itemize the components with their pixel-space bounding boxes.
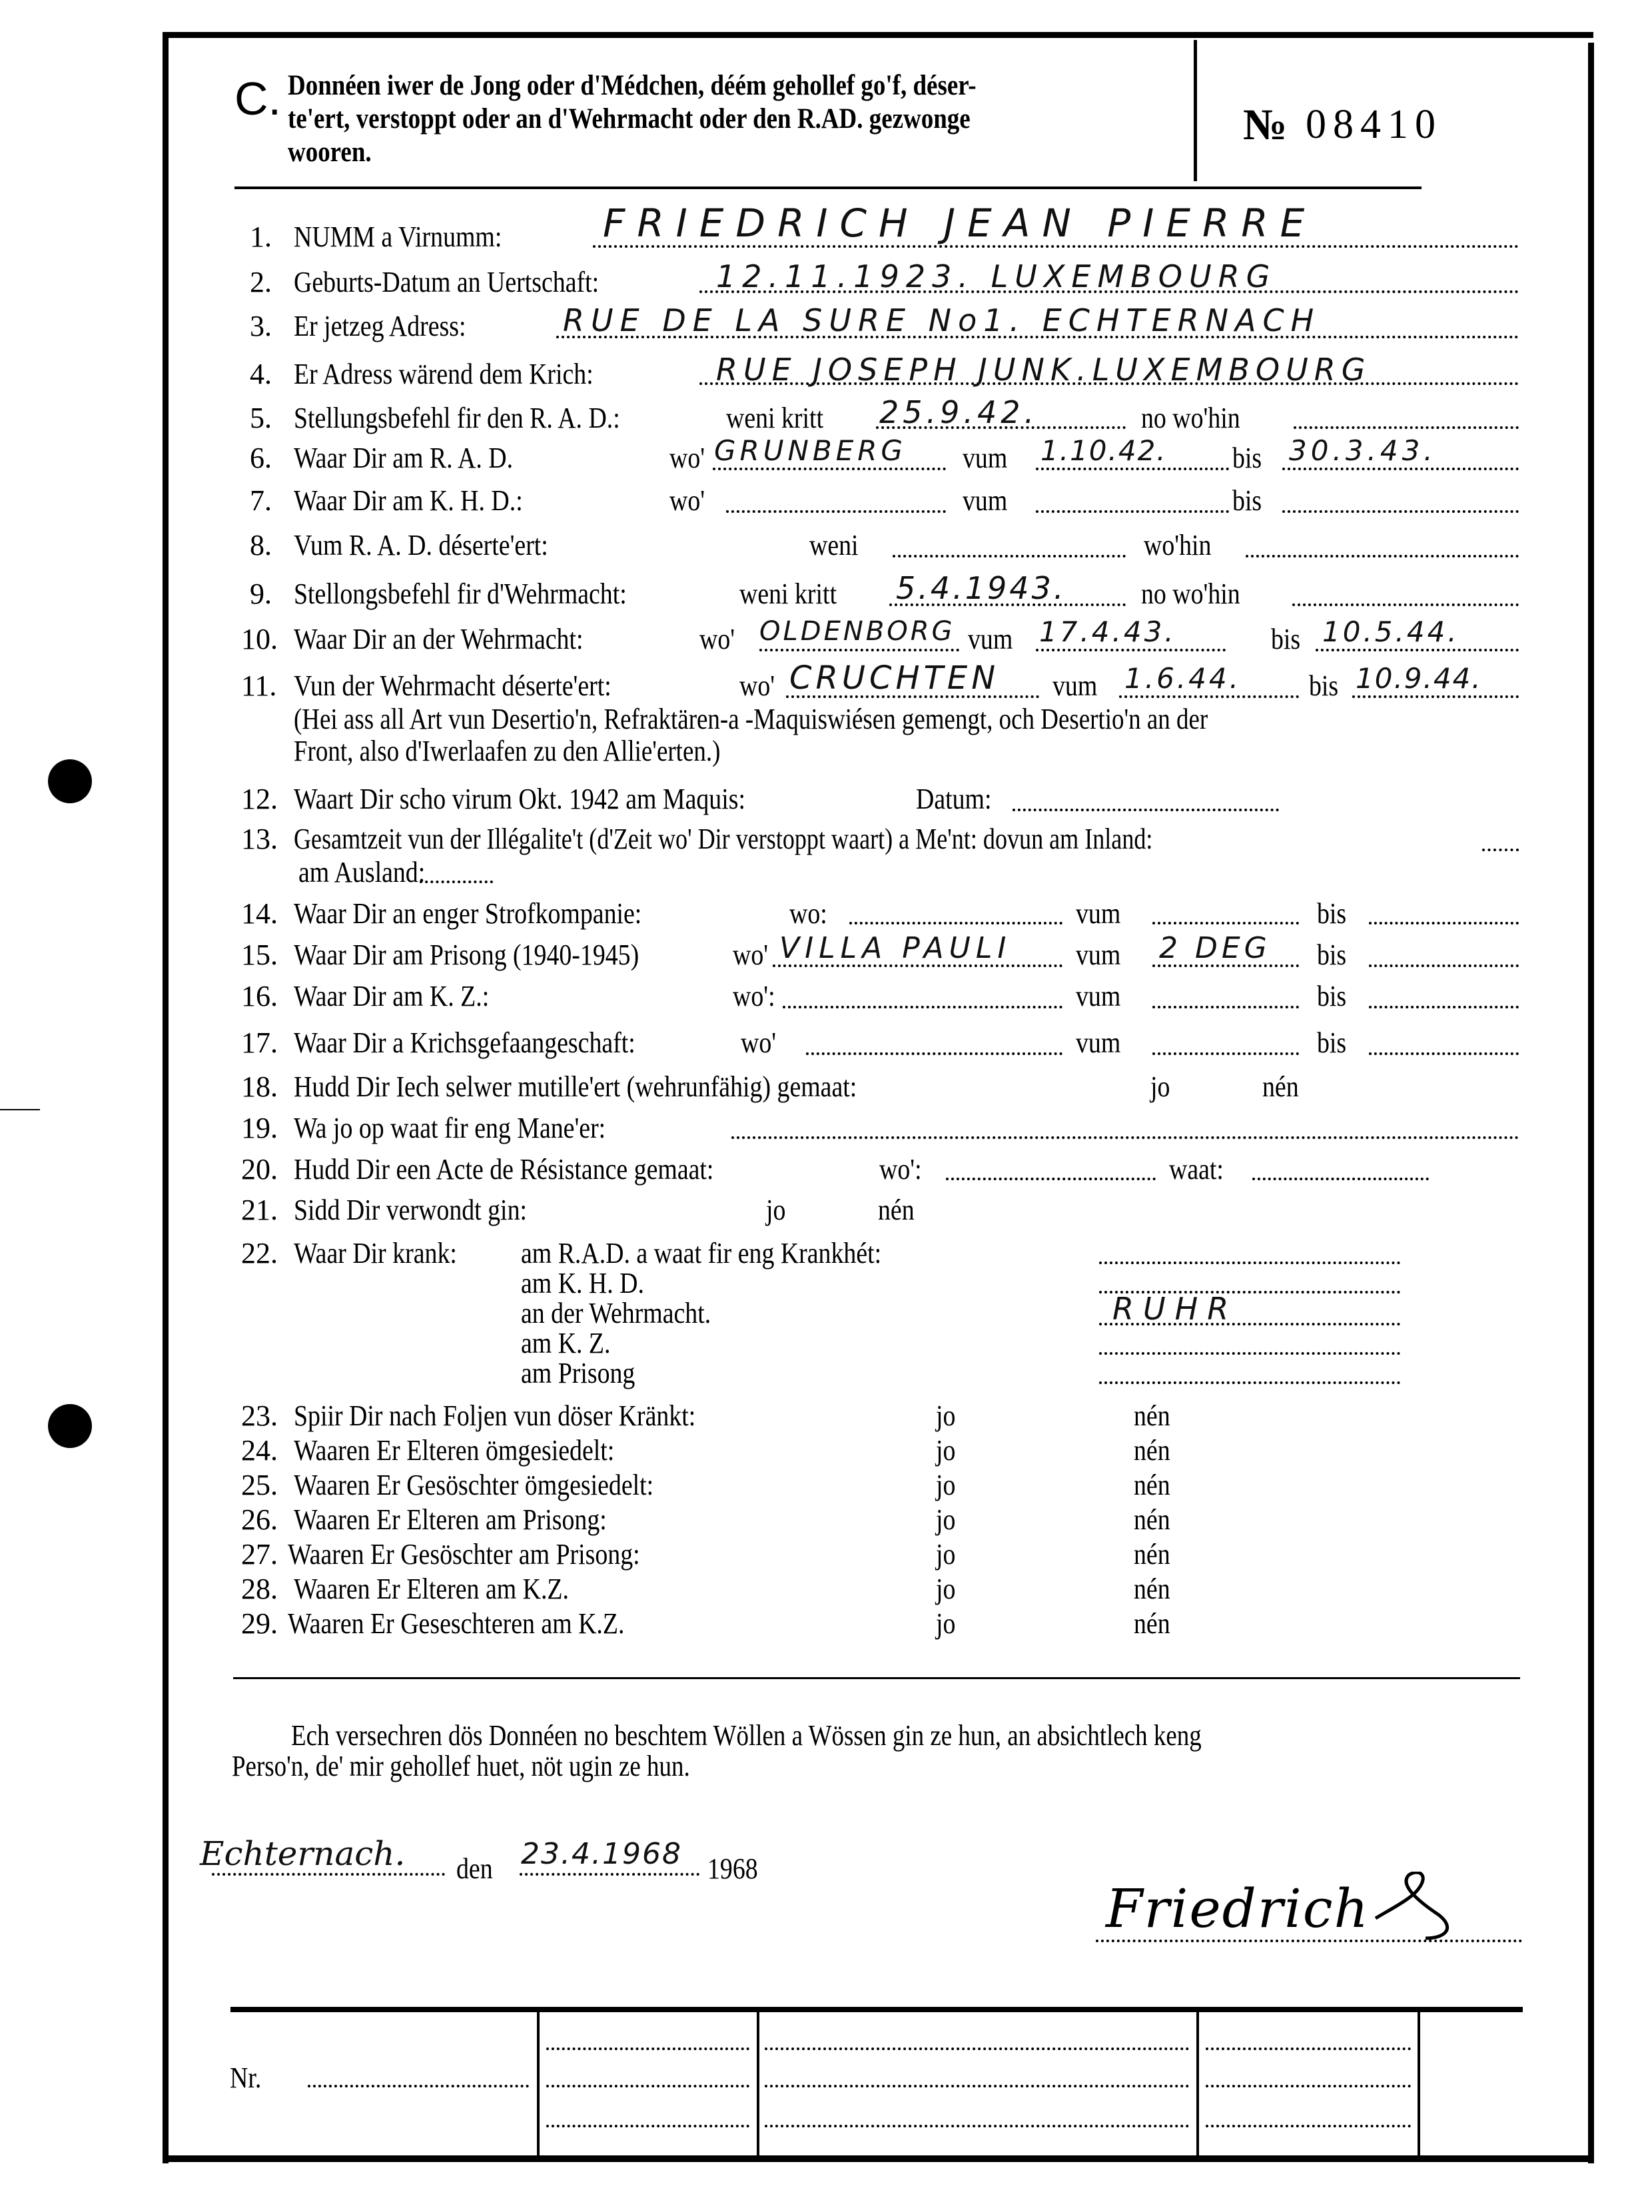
field-20-label: Hudd Dir een Acte de Résistance gemaat: — [294, 1153, 714, 1186]
field-26-number: 26. — [241, 1503, 278, 1536]
field-16-to-label: bis — [1317, 980, 1347, 1012]
field-18-no-option[interactable]: nén — [1262, 1070, 1299, 1103]
field-22-sub-rad-label: am R.A.D. a waat fir eng Krankhét: — [521, 1237, 882, 1270]
field-11-note-line-1: (Hei ass all Art vun Desertio'n, Refraktären-a -Maquiswiésen gemengt, och Desertio'n an der — [294, 703, 1208, 735]
field-12-number: 12. — [241, 783, 278, 815]
field-5-where-label: no wo'hin — [1141, 402, 1240, 434]
field-27-no-option[interactable]: nén — [1134, 1538, 1170, 1571]
field-22-sub-khd-label: am K. H. D. — [521, 1267, 644, 1299]
field-6-label: Waar Dir am R. A. D. — [294, 442, 514, 474]
field-11-number: 11. — [241, 669, 277, 702]
field-24-yes-option[interactable]: jo — [936, 1434, 956, 1467]
field-10-from-value[interactable]: 17.4.43. — [1039, 615, 1176, 648]
signing-date-line — [520, 1873, 699, 1876]
field-22-sub-rad-line[interactable] — [1099, 1262, 1400, 1264]
field-10-where-line — [759, 649, 959, 651]
field-20-where-label: wo': — [879, 1153, 922, 1186]
field-10-to-line — [1316, 649, 1519, 651]
field-16-to-line[interactable] — [1369, 1006, 1519, 1008]
section-divider-rule — [233, 1677, 1520, 1679]
footer-entry-line[interactable] — [1206, 2047, 1411, 2050]
frame-left — [163, 32, 169, 2163]
signing-year-printed: 1968 — [707, 1852, 758, 1885]
footer-entry-line[interactable] — [546, 2085, 749, 2087]
footer-entry-line[interactable] — [765, 2085, 1189, 2087]
fold-mark — [0, 1109, 40, 1110]
field-16-from-label: vum — [1076, 980, 1121, 1012]
field-15-from-value[interactable]: 2 DEG — [1159, 931, 1271, 965]
field-8-when-label: weni — [809, 529, 859, 561]
field-24-number: 24. — [241, 1434, 278, 1467]
field-11-label: Vun der Wehrmacht déserte'ert: — [294, 669, 612, 702]
field-9-where-line[interactable] — [1292, 603, 1519, 606]
field-2-number: 2. — [250, 266, 272, 298]
footer-table-top-rule — [230, 2007, 1523, 2012]
field-15-to-label: bis — [1317, 938, 1347, 971]
field-7-where-label: wo' — [669, 484, 705, 517]
field-7-from-line[interactable] — [1036, 510, 1229, 513]
field-19-number: 19. — [241, 1112, 278, 1144]
field-14-where-label: wo: — [789, 897, 827, 930]
field-18-yes-option[interactable]: jo — [1150, 1070, 1170, 1103]
field-5-label: Stellungsbefehl fir den R. A. D.: — [294, 402, 620, 434]
field-17-to-label: bis — [1317, 1026, 1347, 1059]
field-1-value[interactable]: FRIEDRICH JEAN PIERRE — [603, 200, 1317, 246]
field-17-to-line[interactable] — [1369, 1052, 1519, 1055]
field-27-number: 27. — [241, 1538, 278, 1571]
field-23-number: 23. — [241, 1399, 278, 1432]
field-28-yes-option[interactable]: jo — [936, 1573, 956, 1605]
field-13-label: Gesamtzeit vun der Illégalite't (d'Zeit wo' Dir verstoppt waart) a Me'nt: dovun am Inland: — [294, 823, 1153, 855]
field-13-abroad-line[interactable] — [420, 881, 493, 883]
field-8-number: 8. — [250, 529, 272, 561]
field-16-where-label: wo': — [733, 980, 775, 1012]
field-7-from-label: vum — [963, 484, 1008, 517]
field-20-what-line[interactable] — [1252, 1178, 1429, 1180]
footer-entry-line[interactable] — [546, 2125, 749, 2127]
field-25-label: Waaren Er Gesöschter ömgesiedelt: — [294, 1469, 654, 1501]
frame-top — [163, 32, 1593, 38]
field-8-where-label: wo'hin — [1144, 529, 1212, 561]
field-23-no-option[interactable]: nén — [1134, 1399, 1170, 1432]
field-15-to-line[interactable] — [1369, 964, 1519, 967]
field-14-to-line[interactable] — [1369, 922, 1519, 924]
field-6-where-label: wo' — [669, 442, 705, 474]
field-3-number: 3. — [250, 310, 272, 342]
field-6-to-value[interactable]: 30.3.43. — [1289, 434, 1437, 467]
field-14-number: 14. — [241, 897, 278, 930]
field-6-where-value[interactable]: GRUNBERG — [714, 434, 907, 467]
field-4-value[interactable]: RUE JOSEPH JUNK.LUXEMBOURG — [716, 352, 1372, 388]
field-10-where-value[interactable]: OLDENBORG — [759, 616, 955, 647]
field-7-where-line[interactable] — [726, 510, 946, 513]
declaration-line-2: Perso'n, de' mir gehollef huet, nöt ugin ze hun. — [232, 1750, 690, 1782]
field-25-number: 25. — [241, 1469, 278, 1501]
field-29-yes-option[interactable]: jo — [936, 1607, 956, 1640]
field-10-number: 10. — [241, 623, 278, 655]
field-27-yes-option[interactable]: jo — [936, 1538, 956, 1571]
signature-flourish-graphic — [1372, 1872, 1459, 1945]
field-11-where-label: wo' — [739, 669, 775, 702]
field-13-inland-line[interactable] — [1482, 849, 1519, 851]
field-29-no-option[interactable]: nén — [1134, 1607, 1170, 1640]
field-7-to-label: bis — [1232, 484, 1262, 517]
field-17-label: Waar Dir a Krichsgefaangeschaft: — [294, 1026, 635, 1059]
field-7-label: Waar Dir am K. H. D.: — [294, 484, 523, 517]
field-13-abroad-label: am Ausland: — [298, 856, 426, 889]
punch-hole-top — [48, 759, 92, 803]
field-29-number: 29. — [241, 1607, 278, 1640]
header-title-line-2: te'ert, verstoppt oder an d'Wehrmacht oder den R.AD. gezwonge — [288, 103, 971, 135]
field-11-to-line — [1352, 695, 1519, 698]
field-28-number: 28. — [241, 1573, 278, 1605]
field-6-from-line — [1036, 468, 1229, 470]
field-16-where-line[interactable] — [783, 1006, 1062, 1008]
field-17-where-label: wo' — [741, 1026, 777, 1059]
field-10-where-label: wo' — [699, 623, 735, 655]
footer-col-divider-4 — [1418, 2012, 1420, 2158]
field-1-number: 1. — [250, 220, 272, 253]
signing-date-value[interactable]: 23.4.1968 — [521, 1837, 682, 1871]
field-15-where-value[interactable]: VILLA PAULI — [779, 931, 1012, 965]
field-17-number: 17. — [241, 1026, 278, 1059]
field-9-number: 9. — [250, 577, 272, 610]
signing-place-value[interactable]: Echternach. — [200, 1834, 406, 1873]
field-23-label: Spiir Dir nach Foljen vun döser Kränkt: — [294, 1399, 696, 1432]
field-5-when-value[interactable]: 25.9.42. — [879, 394, 1038, 430]
field-25-yes-option[interactable]: jo — [936, 1469, 956, 1501]
field-10-from-label: vum — [968, 623, 1013, 655]
field-27-label: Waaren Er Gesöschter am Prisong: — [288, 1538, 640, 1571]
field-8-where-line[interactable] — [1246, 555, 1519, 557]
field-4-label: Er Adress wärend dem Krich: — [294, 358, 594, 390]
field-14-where-line[interactable] — [849, 922, 1062, 924]
header-divider-vertical — [1194, 40, 1197, 181]
field-20-what-label: waat: — [1169, 1153, 1224, 1186]
field-6-where-line — [713, 468, 946, 470]
field-18-label: Hudd Dir Iech selwer mutille'ert (wehrunfähig) gemaat: — [294, 1070, 857, 1103]
field-5-where-line[interactable] — [1294, 426, 1519, 429]
field-22-number: 22. — [241, 1237, 278, 1270]
field-11-where-value[interactable]: CRUCHTEN — [789, 659, 1000, 697]
field-14-from-label: vum — [1076, 897, 1121, 930]
footer-entry-line[interactable] — [546, 2047, 749, 2050]
field-9-label: Stellongsbefehl fir d'Wehrmacht: — [294, 577, 627, 610]
footer-col-divider-1 — [537, 2012, 540, 2158]
field-17-from-line[interactable] — [1152, 1052, 1299, 1055]
field-10-to-value[interactable]: 10.5.44. — [1322, 615, 1459, 648]
field-19-line[interactable] — [731, 1136, 1519, 1139]
field-9-where-label: no wo'hin — [1141, 577, 1240, 610]
field-14-to-label: bis — [1317, 897, 1347, 930]
signing-place-line — [212, 1873, 445, 1876]
footer-nr-label: Nr. — [230, 2061, 262, 2094]
field-11-note-line-2: Front, also d'Iwerlaafen zu den Allie'erten.) — [294, 735, 721, 767]
field-15-number: 15. — [241, 938, 278, 971]
field-3-value[interactable]: RUE DE LA SURE No1. ECHTERNACH — [563, 302, 1321, 338]
form-number: 08410 — [1306, 102, 1442, 147]
field-22-sub-wehrmacht-value[interactable]: RUHR — [1112, 1291, 1238, 1327]
field-7-number: 7. — [250, 484, 272, 517]
field-22-label: Waar Dir krank: — [294, 1237, 457, 1270]
field-16-label: Waar Dir am K. Z.: — [294, 980, 490, 1012]
field-22-sub-kz-line[interactable] — [1099, 1352, 1400, 1355]
field-2-label: Geburts-Datum an Uertschaft: — [294, 266, 600, 298]
header-bottom-rule — [234, 186, 1422, 189]
signature-line — [1096, 1940, 1522, 1942]
field-26-yes-option[interactable]: jo — [936, 1503, 956, 1536]
frame-bottom — [163, 2155, 1593, 2162]
footer-entry-line[interactable] — [765, 2125, 1189, 2127]
field-28-no-option[interactable]: nén — [1134, 1573, 1170, 1605]
footer-nr-line[interactable] — [308, 2085, 529, 2087]
frame-right — [1588, 43, 1594, 2163]
field-13-number: 13. — [241, 823, 278, 855]
header-title-line-1: Donnéen iwer de Jong oder d'Médchen, déém gehollef go'f, déser- — [288, 70, 977, 101]
field-19-label: Wa jo op waat fir eng Mane'er: — [294, 1112, 606, 1144]
field-11-from-label: vum — [1052, 669, 1098, 702]
field-24-no-option[interactable]: nén — [1134, 1434, 1170, 1467]
signature[interactable]: Friedrich — [1106, 1878, 1370, 1940]
field-10-from-line — [1036, 649, 1226, 651]
field-1-label: NUMM a Virnumm: — [294, 220, 502, 253]
field-15-where-label: wo' — [733, 938, 769, 971]
field-9-when-label: weni kritt — [739, 577, 837, 610]
footer-entry-line[interactable] — [1206, 2125, 1411, 2127]
field-3-label: Er jetzeg Adress: — [294, 310, 466, 342]
field-17-where-line[interactable] — [806, 1052, 1062, 1055]
field-22-sub-prisong-line[interactable] — [1099, 1381, 1400, 1384]
field-10-to-label: bis — [1271, 623, 1301, 655]
field-16-from-line[interactable] — [1152, 1006, 1299, 1008]
signature-flourish — [1372, 1872, 1459, 1945]
field-22-sub-wehrmacht-label: an der Wehrmacht. — [521, 1297, 711, 1329]
field-12-label: Waart Dir scho virum Okt. 1942 am Maquis: — [294, 783, 745, 815]
field-8-label: Vum R. A. D. déserte'ert: — [294, 529, 548, 561]
signing-den-label: den — [456, 1852, 493, 1885]
field-11-from-line — [1119, 695, 1299, 698]
footer-col-divider-3 — [1196, 2012, 1199, 2158]
field-14-label: Waar Dir an enger Strofkompanie: — [294, 897, 642, 930]
field-26-label: Waaren Er Elteren am Prisong: — [294, 1503, 607, 1536]
field-21-yes-option[interactable]: jo — [766, 1194, 786, 1226]
field-4-number: 4. — [250, 358, 272, 390]
field-25-no-option[interactable]: nén — [1134, 1469, 1170, 1501]
field-2-value[interactable]: 12.11.1923. LUXEMBOURG — [716, 258, 1277, 294]
field-21-label: Sidd Dir verwondt gin: — [294, 1194, 528, 1226]
field-17-from-label: vum — [1076, 1026, 1121, 1059]
field-6-number: 6. — [250, 442, 272, 474]
field-21-no-option[interactable]: nén — [878, 1194, 915, 1226]
field-11-to-value[interactable]: 10.9.44. — [1356, 662, 1482, 695]
punch-hole-bottom — [48, 1404, 92, 1448]
field-10-label: Waar Dir an der Wehrmacht: — [294, 623, 584, 655]
field-20-where-line[interactable] — [946, 1178, 1156, 1180]
footer-col-divider-2 — [757, 2012, 759, 2158]
field-24-label: Waaren Er Elteren ömgesiedelt: — [294, 1434, 615, 1467]
section-letter: C. — [234, 73, 281, 125]
field-12-date-label: Datum: — [916, 783, 992, 815]
field-6-to-line — [1282, 468, 1519, 470]
field-12-date-line[interactable] — [1013, 809, 1279, 811]
field-11-to-label: bis — [1309, 669, 1339, 702]
field-6-from-label: vum — [963, 442, 1008, 474]
field-6-to-label: bis — [1232, 442, 1262, 474]
field-9-when-value[interactable]: 5.4.1943. — [896, 570, 1066, 606]
field-29-label: Waaren Er Geseschteren am K.Z. — [288, 1607, 625, 1640]
field-26-no-option[interactable]: nén — [1134, 1503, 1170, 1536]
field-28-label: Waaren Er Elteren am K.Z. — [294, 1573, 569, 1605]
field-15-from-label: vum — [1076, 938, 1121, 971]
field-16-number: 16. — [241, 980, 278, 1012]
field-5-number: 5. — [250, 402, 272, 434]
form-number-symbol: № — [1243, 101, 1288, 149]
field-11-from-value[interactable]: 1.6.44. — [1124, 662, 1241, 695]
field-21-number: 21. — [241, 1194, 278, 1226]
field-22-sub-prisong-label: am Prisong — [521, 1357, 635, 1389]
field-23-yes-option[interactable]: jo — [936, 1399, 956, 1432]
field-5-when-label: weni kritt — [726, 402, 824, 434]
field-7-to-line[interactable] — [1282, 510, 1519, 513]
field-6-from-value[interactable]: 1.10.42. — [1040, 434, 1167, 467]
field-8-when-line[interactable] — [893, 555, 1126, 557]
declaration-line-1: Ech versechren dös Donnéen no beschtem Wöllen a Wössen gin ze hun, an absichtlech keng — [291, 1719, 1202, 1752]
field-18-number: 18. — [241, 1070, 278, 1103]
footer-entry-line[interactable] — [1206, 2085, 1411, 2087]
field-15-label: Waar Dir am Prisong (1940-1945) — [294, 938, 639, 971]
field-14-from-line[interactable] — [1152, 922, 1299, 924]
field-20-number: 20. — [241, 1153, 278, 1186]
footer-entry-line[interactable] — [765, 2047, 1189, 2050]
field-22-sub-kz-label: am K. Z. — [521, 1327, 611, 1359]
header-title-line-3: wooren. — [288, 137, 372, 168]
